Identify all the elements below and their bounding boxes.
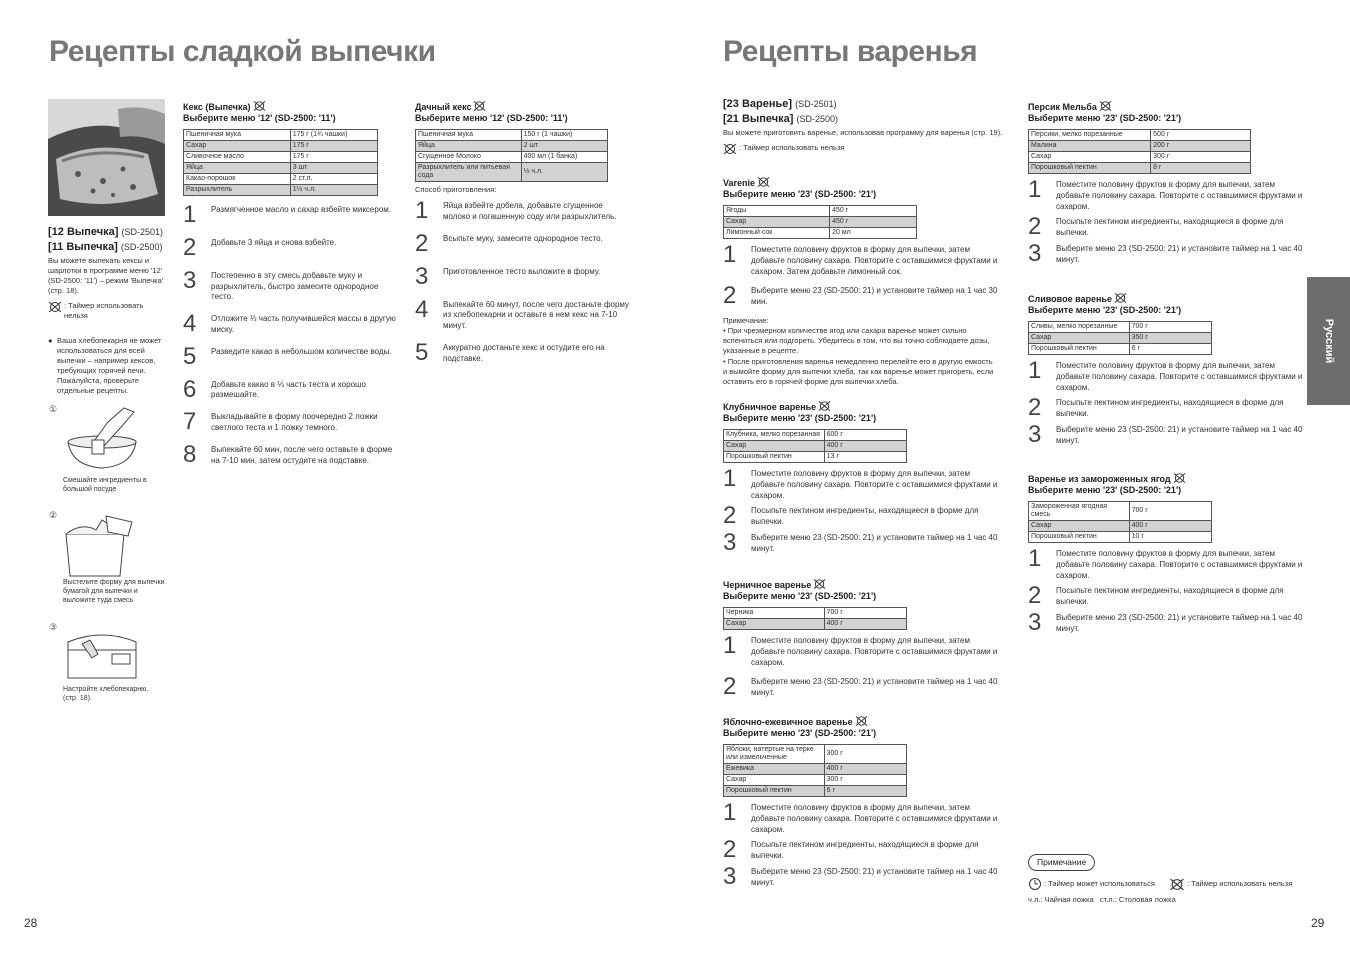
step-text: Выберите меню 23 (SD-2500: 21) и установите таймер на 1 час 30 мин. — [751, 286, 998, 307]
timer-icon — [1028, 877, 1042, 891]
ingredient-name: Пшеничная мука — [416, 129, 522, 140]
ingredient-amount: 300 г — [824, 774, 906, 785]
page-number-right: 29 — [1311, 916, 1325, 931]
ingredient-row — [1029, 343, 1212, 354]
step-number: 3 — [183, 266, 197, 294]
ingredient-name: Порошковый пектин — [1029, 162, 1151, 173]
mixing-bowl-illustration — [62, 404, 142, 472]
step-number: 3 — [1028, 240, 1042, 268]
lined-tin-illustration — [62, 512, 142, 578]
program-21-label: [21 Выпечка] — [723, 113, 794, 126]
persik-steps — [1028, 176, 1303, 268]
ingredient-name: Ягоды — [724, 205, 830, 216]
jam-note — [723, 316, 995, 387]
step-text: Поместите половину фруктов в форму для выпечки, затем добавьте половину сахара. Повторите с оставшимися фруктами и сахаром. — [751, 635, 998, 667]
dachny-ingredients-table — [415, 129, 608, 182]
ingredient-amount: 3 шт — [290, 162, 377, 173]
step-text: Выберите меню 23 (SD-2500: 21) и установите таймер на 1 час 40 минут. — [1056, 613, 1303, 633]
ingredient-name: Сахар — [1029, 151, 1151, 162]
step-text: Посыпьте пектином ингредиенты, находящиеся в форме для выпечки. — [1056, 217, 1284, 238]
recipe-step — [723, 799, 1003, 835]
ingredient-amount: 20 мл — [830, 227, 917, 238]
bullet-note-text: Ваша хлебопекарня не может использоваться для всей выпечки – например кексов, требующих горячей печи. Пожалуйста, проверьте отдельные рецепты. — [57, 335, 162, 396]
program-11-label: [11 Выпечка] — [48, 241, 118, 254]
recipe-step — [1028, 356, 1303, 393]
step-number: 2 — [1028, 394, 1042, 422]
ingredient-amount: 450 г — [830, 216, 917, 227]
ingredient-amount: 150 г (1 чашки) — [521, 129, 607, 140]
no-timer-icon — [253, 100, 266, 112]
legend-timer-no: : Таймер использовать нельзя — [1186, 878, 1293, 888]
step-number: 2 — [1028, 582, 1042, 610]
no-timer-icon — [818, 400, 831, 412]
right-page-title: Рецепты варенья — [723, 35, 978, 68]
ingredient-name: Порошковый пектин — [724, 451, 825, 462]
slivovoe-recipe — [1028, 292, 1303, 451]
step-number: 1 — [415, 197, 429, 225]
ingredient-row — [1029, 531, 1212, 542]
ingredient-row — [184, 140, 378, 151]
step-number: 6 — [183, 375, 197, 403]
ingredient-name: Порошковый пектин — [724, 786, 825, 797]
ingredient-amount: 400 мл (1 банка) — [521, 151, 607, 162]
dachny-steps — [415, 197, 630, 366]
yablochnoe-menu: Выберите меню '23' (SD-2500: '21') — [723, 728, 877, 739]
ingredient-amount: 8 г — [1151, 162, 1251, 173]
ingredient-name: Черника — [724, 607, 825, 618]
ingredient-amount: 175 г (1¾ чашки) — [290, 129, 377, 140]
klubnichnoe-title: Клубничное варенье — [723, 402, 817, 412]
varenie-recipe — [723, 176, 1003, 316]
recipe-step — [183, 233, 398, 261]
step-number: 2 — [723, 502, 737, 530]
no-timer-icon — [1114, 292, 1127, 304]
jam-note-item-2: • После приготовления варенья немедленно перелейте его в другую емкость и вымойте форму для выпечки хлеба, так как варенье может пригореть, если оставить его в горячей форме для выпечки хлеба. — [723, 356, 994, 386]
recipe-step — [1028, 394, 1303, 422]
keks-recipe — [183, 100, 398, 477]
step-number: 1 — [1028, 545, 1042, 573]
dachny-menu: Выберите меню '12' (SD-2500: '11') — [415, 113, 568, 124]
recipe-step — [1028, 609, 1303, 637]
ingredient-name: Разрыхлитель — [184, 185, 291, 196]
ingredient-name: Сахар — [724, 774, 825, 785]
recipe-step — [723, 836, 1003, 864]
figure-1-caption: Смешайте ингредиенты в большой посуде — [63, 477, 147, 494]
ingredient-amount: 10 г — [1129, 531, 1211, 542]
ingredient-row — [724, 429, 907, 440]
jam-timer-note — [723, 143, 1003, 155]
varenie-menu: Выберите меню '23' (SD-2500: '21') — [723, 189, 877, 200]
ingredient-name: Сливы, мелко порезанные — [1029, 321, 1130, 332]
ingredient-row — [184, 162, 378, 173]
klubnichnoe-steps — [723, 464, 1003, 557]
slivovoe-ingredients-table — [1028, 321, 1212, 355]
no-timer-icon — [473, 100, 486, 112]
ingredient-name: Пшеничная мука — [184, 129, 291, 140]
step-text: Поместите половину фруктов в форму для выпечки, затем добавьте половину сахара. Повторите с оставшимися фруктами и сахаром. Затем добавьте лимонный сок. — [751, 244, 998, 276]
slivovoe-steps — [1028, 356, 1303, 449]
figure-1-number: ① — [49, 404, 58, 414]
figure-3-number: ③ — [49, 622, 58, 632]
step-text: Посыпьте пектином ингредиенты, находящиеся в форме для выпечки. — [1056, 586, 1284, 607]
step-text: Отложите ⅓ часть получившейся массы в другую миску. — [211, 314, 396, 334]
recipe-step — [723, 502, 1003, 530]
ingredient-amount: 300 г — [1151, 151, 1251, 162]
chernichnoe-recipe — [723, 578, 1003, 707]
right-intro — [723, 97, 1003, 155]
ingredient-name: Какао-порошок — [184, 174, 291, 185]
step-number: 5 — [183, 342, 197, 370]
ingredient-row — [1029, 129, 1251, 140]
recipe-step — [1028, 545, 1303, 581]
ingredient-amount: 700 г — [1129, 321, 1211, 332]
chernichnoe-title: Черничное варенье — [723, 580, 812, 590]
language-tab — [1307, 277, 1350, 405]
no-timer-icon — [1169, 878, 1185, 891]
step-number: 3 — [1028, 421, 1042, 449]
cake-photo — [48, 99, 165, 216]
chernichnoe-ingredients-table — [723, 607, 907, 630]
step-number: 3 — [415, 262, 429, 290]
ingredient-name: Сгущенное Молоко — [416, 151, 522, 162]
persik-ingredients-table — [1028, 129, 1251, 174]
ingredient-amount: 400 г — [1129, 520, 1211, 531]
step-number: 2 — [415, 229, 429, 257]
legend-timer-row — [1028, 877, 1308, 891]
yablochnoe-title: Яблочно-ежевичное варенье — [723, 717, 853, 727]
ingredient-name: Сливочное масло — [184, 151, 291, 162]
ingredient-name: Клубника, мелко порезанная — [724, 429, 825, 440]
ingredient-row — [724, 227, 917, 238]
no-timer-icon — [855, 715, 868, 727]
recipe-step — [1028, 421, 1303, 449]
klubnichnoe-menu: Выберите меню '23' (SD-2500: '21') — [723, 413, 877, 424]
step-text: Посыпьте пектином ингредиенты, находящиеся в форме для выпечки. — [1056, 398, 1284, 419]
ingredient-row — [416, 140, 608, 151]
step-text: Поместите половину фруктов в форму для выпечки, затем добавьте половину сахара. Повторите с оставшимися фруктами и сахаром. — [751, 803, 998, 834]
recipe-step — [723, 673, 1003, 701]
program-12-model: (SD-2501) — [121, 227, 164, 237]
ingredient-name: Яйца — [416, 140, 522, 151]
ingredient-row — [724, 205, 917, 216]
keks-steps — [183, 201, 398, 469]
step-text: Поместите половину фруктов в форму для выпечки, затем добавьте половину сахара. Повторите с оставшимися фруктами и сахаром. — [1056, 549, 1303, 580]
ingredient-amount: 175 г — [290, 140, 377, 151]
ingredient-name: Сахар — [1029, 332, 1130, 343]
ingredient-name: Сахар — [724, 440, 825, 451]
ingredient-name: Сахар — [724, 216, 830, 227]
left-page-title: Рецепты сладкой выпечки — [49, 35, 436, 68]
recipe-step — [723, 863, 1003, 891]
step-number: 1 — [723, 799, 737, 827]
step-number: 2 — [723, 673, 737, 701]
ingredient-amount: 6 г — [1129, 343, 1211, 354]
ingredient-name: Сахар — [1029, 520, 1130, 531]
recipe-step — [183, 408, 398, 436]
step-text: Посыпьте пектином ингредиенты, находящиеся в форме для выпечки. — [751, 506, 979, 527]
no-timer-icon — [1099, 100, 1112, 112]
ingredient-amount: 500 г — [1151, 129, 1251, 140]
step-number: 7 — [183, 408, 197, 436]
left-intro — [48, 225, 166, 396]
recipe-step — [723, 529, 1003, 557]
step-text: Выпекайте 60 мин, после чего оставьте в форме на 7-10 мин, затем остудите на подставке. — [211, 445, 393, 466]
step-number: 2 — [723, 282, 737, 310]
ingredient-name: Сахар — [184, 140, 291, 151]
ingredient-name: Яйца — [184, 162, 291, 173]
step-text: Яйца взбейте добела, добавьте сгущенное молоко и погашенную соду или разрыхлитель. — [443, 201, 617, 221]
recipe-step — [723, 631, 1003, 668]
recipe-step — [1028, 213, 1303, 241]
persik-menu: Выберите меню '23' (SD-2500: '21') — [1028, 113, 1182, 124]
step-number: 1 — [183, 201, 197, 229]
figure-3-caption: Настройте хлебопекарню. (стр. 18). — [63, 686, 149, 703]
step-text: Приготовленное тесто выложите в форму. — [443, 266, 601, 276]
step-number: 1 — [723, 464, 737, 492]
ingredient-row — [724, 744, 907, 763]
step-number: 3 — [723, 863, 737, 891]
step-text: Посыпьте пектином ингредиенты, находящиеся в форме для выпечки. — [751, 840, 979, 861]
chernichnoe-steps — [723, 631, 1003, 701]
recipe-step — [415, 197, 630, 225]
ingredient-amount: 700 г — [824, 607, 906, 618]
ingredient-name: Порошковый пектин — [1029, 343, 1130, 354]
ingredient-row — [724, 607, 907, 618]
slivovoe-title: Сливовое варенье — [1028, 294, 1112, 304]
yablochnoe-ingredients-table — [723, 744, 907, 797]
recipe-step — [183, 310, 398, 338]
step-text: Поместите половину фруктов в форму для выпечки, затем добавьте половину сахара. Повторите с оставшимися фруктами и сахаром. — [1056, 360, 1303, 392]
keks-menu: Выберите меню '12' (SD-2500: '11') — [183, 113, 336, 124]
step-text: Выберите меню 23 (SD-2500: 21) и установите таймер на 1 час 40 минут. — [1056, 244, 1303, 264]
ingredient-name: Яблоки, натертые на терке или измельченные — [724, 744, 825, 763]
step-text: Размягченное масло и сахар взбейте миксером. — [211, 205, 391, 215]
ingredient-row — [184, 185, 378, 196]
step-text: Поместите половину фруктов в форму для выпечки, затем добавьте половину сахара. Повторите с оставшимися фруктами и сахаром. — [1056, 180, 1303, 211]
page-number-left: 28 — [24, 916, 38, 931]
keks-ingredients-table — [183, 129, 378, 196]
ingredient-amount: 450 г — [830, 205, 917, 216]
recipe-step — [183, 441, 398, 469]
step-text: Выкладывайте в форму поочередно 2 ложки светлого теста и 1 ложку темного. — [211, 412, 378, 433]
step-number: 1 — [1028, 176, 1042, 204]
chernichnoe-menu: Выберите меню '23' (SD-2500: '21') — [723, 591, 877, 602]
ingredient-amount: 6 г — [824, 786, 906, 797]
ingredient-name: Разрыхлитель или питьевая сода — [416, 162, 522, 181]
recipe-step — [415, 229, 630, 257]
step-text: Всыпьте муку, замесите однородное тесто. — [443, 233, 603, 243]
recipe-step — [1028, 176, 1303, 212]
ingredient-amount: 2 шт — [521, 140, 607, 151]
ingredient-row — [184, 151, 378, 162]
ingredient-row — [1029, 501, 1212, 520]
ingredient-row — [184, 174, 378, 185]
ingredient-row — [1029, 321, 1212, 332]
ingredient-row — [724, 763, 907, 774]
ingredient-amount: 300 г — [824, 744, 906, 763]
zamorozhennye-title: Варенье из замороженных ягод — [1028, 474, 1171, 484]
ingredient-name: Лимонный сок — [724, 227, 830, 238]
persik-recipe — [1028, 100, 1303, 270]
jam-timer-note-text: : Таймер использовать нельзя — [739, 142, 845, 152]
ingredient-row — [724, 216, 917, 227]
ingredient-row — [416, 129, 608, 140]
timer-note-text: : Таймер использовать нельзя — [64, 301, 144, 321]
step-number: 3 — [723, 529, 737, 557]
program-23-label: [23 Варенье] — [723, 98, 793, 110]
no-timer-icon — [757, 176, 770, 188]
ingredient-row — [184, 129, 378, 140]
step-text: Выберите меню 23 (SD-2500: 21) и установите таймер на 1 час 40 минут. — [751, 677, 998, 698]
zamorozhennye-menu: Выберите меню '23' (SD-2500: '21') — [1028, 485, 1182, 496]
ingredient-amount: 400 г — [824, 618, 906, 629]
step-text: Выпекайте 60 минут, после чего достаньте форму из хлебопекарни и оставьте в нем кекс на 7-10 минут. — [443, 299, 630, 331]
ingredient-row — [724, 786, 907, 797]
step-number: 2 — [183, 233, 197, 261]
recipe-step — [1028, 582, 1303, 610]
ingredient-name: Ежевика — [724, 763, 825, 774]
ingredient-amount: 400 г — [824, 763, 906, 774]
recipe-step — [183, 266, 398, 303]
ingredient-row — [416, 151, 608, 162]
ingredient-name: Малина — [1029, 140, 1151, 151]
ingredient-amount: 200 г — [1151, 140, 1251, 151]
zamorozhennye-steps — [1028, 545, 1303, 637]
figure-2-caption: Выстелите форму для выпечки бумагой для выпечки и выложите туда смесь — [63, 579, 165, 605]
ingredient-row — [1029, 140, 1251, 151]
legend-abbreviations: ч.л.: Чайная ложка ст.л.: Столовая ложка — [1028, 895, 1176, 905]
step-number: 4 — [183, 310, 197, 338]
no-timer-icon — [813, 578, 826, 590]
step-number: 8 — [183, 441, 197, 469]
step-number: 1 — [723, 240, 737, 268]
step-number: 5 — [415, 338, 429, 366]
program-12-label: [12 Выпечка] — [48, 226, 119, 238]
program-21-model: (SD-2500) — [796, 114, 839, 125]
varenie-title: Varenie — [723, 178, 756, 188]
varenie-ingredients-table — [723, 205, 917, 239]
zamorozhennye-ingredients-table — [1028, 501, 1212, 543]
recipe-step — [415, 295, 630, 332]
ingredient-amount: 175 г — [290, 151, 377, 162]
ingredient-name: Замороженная ягодная смесь — [1029, 501, 1130, 520]
slivovoe-menu: Выберите меню '23' (SD-2500: '21') — [1028, 305, 1182, 316]
recipe-step — [723, 464, 1003, 501]
bullet-note: ● Ваша хлебопекарня не может использоваться для всей выпечки – например кексов, требующих горячей печи. Пожалуйста, проверьте отдельные рецепты. — [48, 336, 166, 397]
recipe-step — [1028, 240, 1303, 268]
ingredient-row — [1029, 520, 1212, 531]
klubnichnoe-ingredients-table — [723, 429, 907, 463]
dachny-title: Дачный кекс — [415, 102, 472, 112]
recipe-step — [415, 262, 630, 290]
dachny-method-label: Способ приготовления: — [415, 185, 497, 195]
ingredient-amount: 700 г — [1129, 501, 1211, 520]
yablochnoe-recipe — [723, 715, 1003, 893]
ingredient-row — [1029, 151, 1251, 162]
step-text: Аккуратно достаньте кекс и остудите его на подставке. — [443, 342, 605, 363]
note-badge: Примечание — [1028, 854, 1095, 871]
no-timer-icon — [48, 301, 62, 313]
figure-2-number: ② — [49, 510, 58, 520]
step-number: 1 — [723, 631, 737, 659]
ingredient-row — [1029, 162, 1251, 173]
ingredient-amount: 600 г — [824, 429, 906, 440]
ingredient-amount: 400 г — [824, 440, 906, 451]
step-number: 2 — [1028, 213, 1042, 241]
no-timer-icon — [723, 143, 737, 155]
no-timer-icon — [1173, 472, 1186, 484]
ingredient-row — [724, 451, 907, 462]
ingredient-amount: 1½ ч.л. — [290, 185, 377, 196]
step-text: Поместите половину фруктов в форму для выпечки, затем добавьте половину сахара. Повторите с оставшимися фруктами и сахаром. — [751, 468, 998, 500]
step-text: Выберите меню 23 (SD-2500: 21) и установите таймер на 1 час 40 минут. — [1056, 425, 1303, 445]
language-tab-label: Русский — [1322, 318, 1335, 364]
ingredient-row — [416, 162, 608, 181]
legend-timer-ok: : Таймер может использоваться — [1044, 878, 1155, 888]
step-text: Выберите меню 23 (SD-2500: 21) и установите таймер на 1 час 40 минут. — [751, 533, 998, 553]
step-text: Добавьте какао в ⅓ часть теста и хорошо размешайте. — [211, 379, 366, 400]
ingredient-name: Персики, мелко порезанные — [1029, 129, 1151, 140]
recipe-step — [723, 240, 1003, 277]
ingredient-row — [1029, 332, 1212, 343]
timer-note — [48, 301, 166, 321]
ingredient-amount: 350 г — [1129, 332, 1211, 343]
ingredient-amount: 2 ст.л. — [290, 174, 377, 185]
step-text: Постепенно в эту смесь добавьте муку и разрыхлитель, быстро замесите однородное тесто. — [211, 270, 379, 302]
recipe-step — [415, 338, 630, 366]
ingredient-row — [724, 618, 907, 629]
program-11-model: (SD-2500) — [120, 242, 163, 253]
yablochnoe-steps — [723, 799, 1003, 891]
jam-note-head: Примечание: — [723, 316, 769, 325]
ingredient-amount: 13 г — [824, 451, 906, 462]
legend — [1028, 854, 1308, 905]
bake-description: Вы можете выпекать кексы и шарлотки в программе меню '12' (SD-2500: '11') – режим 'Выпечка' (стр. 18). — [48, 255, 164, 296]
step-text: Выберите меню 23 (SD-2500: 21) и установите таймер на 1 час 40 минут. — [751, 867, 998, 888]
ingredient-row — [724, 774, 907, 785]
ingredient-name: Сахар — [724, 618, 825, 629]
keks-title: Кекс (Выпечка) — [183, 102, 251, 112]
jam-note-item-1: • При чрезмерном количестве ягод или сахара варенье может сильно вспениться или подгореть. Убедитесь в том, что вы точно соблюдаете дозы, указанные в рецепте. — [723, 326, 990, 356]
step-number: 3 — [1028, 609, 1042, 637]
ingredient-name: Порошковый пектин — [1029, 531, 1130, 542]
step-number: 4 — [415, 295, 429, 323]
dachny-recipe — [415, 100, 630, 375]
persik-title: Персик Мельба — [1028, 102, 1097, 112]
breadmaker-illustration — [62, 628, 142, 682]
step-number: 1 — [1028, 356, 1042, 384]
ingredient-row — [724, 440, 907, 451]
program-23-model: (SD-2501) — [795, 99, 837, 109]
jam-description: Вы можете приготовить варенье, использовав программу для варенья (стр. 19). — [723, 127, 1003, 137]
recipe-step — [183, 342, 398, 370]
recipe-step — [723, 282, 1003, 310]
zamorozhennye-recipe — [1028, 472, 1303, 639]
klubnichnoe-recipe — [723, 400, 1003, 559]
varenie-steps — [723, 240, 1003, 310]
step-text: Добавьте 3 яйца и снова взбейте. — [211, 237, 337, 247]
ingredient-amount: ½ ч.л. — [521, 162, 607, 181]
step-number: 2 — [723, 836, 737, 864]
step-text: Разведите какао в небольшом количестве воды. — [211, 346, 392, 356]
recipe-step — [183, 201, 398, 229]
recipe-step — [183, 375, 398, 403]
